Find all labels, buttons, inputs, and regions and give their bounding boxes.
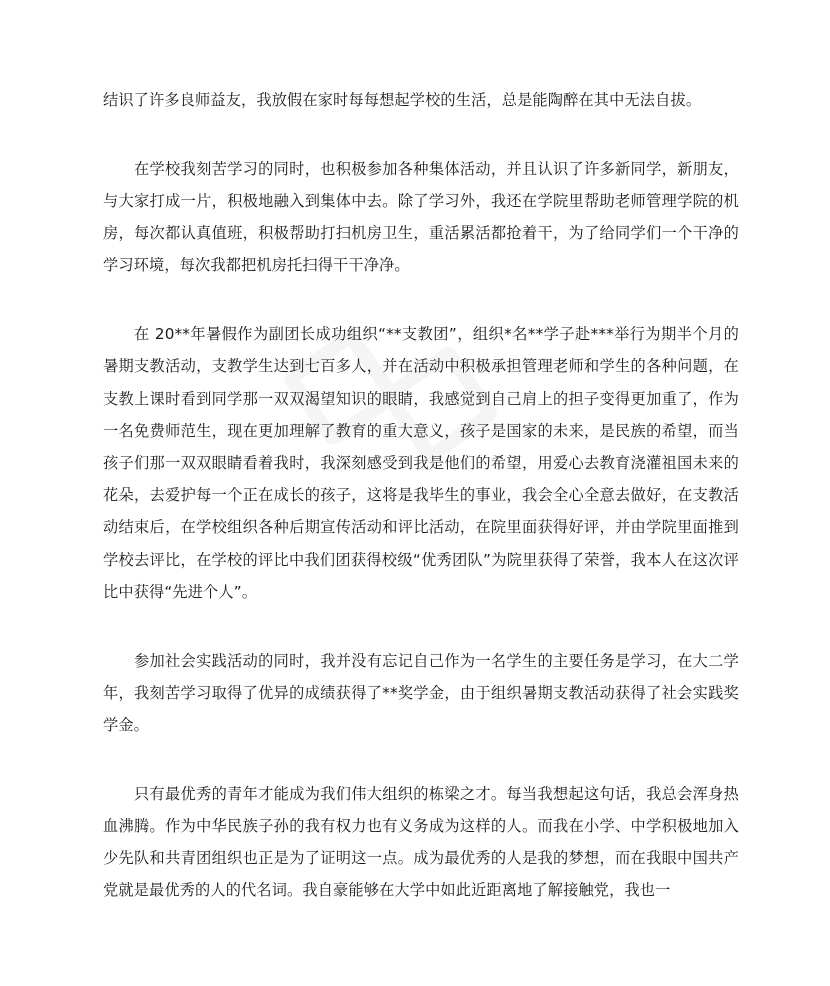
paragraph-3: 在 20**年暑假作为副团长成功组织“**支教团”，组织*名**学子赴***举行为期半个月的暑期支教活动，支教学生达到七百多人，并在活动中积极承担管理老师和学生的各种问题，在支教上课时看到同学那一双双渴望知识的眼睛，我感觉到自己肩上的担子变得更加重了，作为一名免费师范生，现在更加理解了教育的重大意义，孩子是国家的未来，是民族的希望，而当孩子们那一双双眼睛看着我时，我深刻感受到我是他们的希望，用爱心去教育浇灌祖国未来的花朵，去爱护每一个正在成长的孩子，这将是我毕生的事业，我会全心全意去做好，在支教活动结束后，在学校组织各种后期宣传活动和评比活动，在院里面获得好评，并由学院里面推到学校去评比，在学校的评比中我们团获得校级“优秀团队”为院里获得了荣誉，我本人在这次评比中获得“先进个人”。 [103, 325, 739, 601]
paragraph-4: 参加社会实践活动的同时，我并没有忘记自己作为一名学生的主要任务是学习，在大二学年，我刻苦学习取得了优异的成绩获得了**奖学金，由于组织暑期支教活动获得了社会实践奖学金。 [103, 651, 739, 735]
paragraph-2: 在学校我刻苦学习的同时，也积极参加各种集体活动，并且认识了许多新同学，新朋友，与大家打成一片，积极地融入到集体中去。除了学习外，我还在学院里帮助老师管理学院的机房，每次都认真值班，积极帮助打扫机房卫生，重活累活都抢着干，为了给同学们一个干净的学习环境，每次我都把机房托扫得干干净净。 [103, 159, 739, 275]
paragraph-1: 结识了许多良师益友，我放假在家时每每想起学校的生活，总是能陶醉在其中无法自拔。 [103, 91, 702, 109]
document-body [103, 84, 739, 907]
paragraph-5: 只有最优秀的青年才能成为我们伟大组织的栋梁之才。每当我想起这句话，我总会浑身热血沸腾。作为中华民族子孙的我有权力也有义务成为这样的人。而我在小学、中学积极地加入少先队和共青团组织也正是为了证明这一点。成为最优秀的人是我的梦想，而在我眼中国共产党就是最优秀的人的代名词。我自豪能够在大学中如此近距离地了解接触党，我也一 [103, 784, 739, 900]
